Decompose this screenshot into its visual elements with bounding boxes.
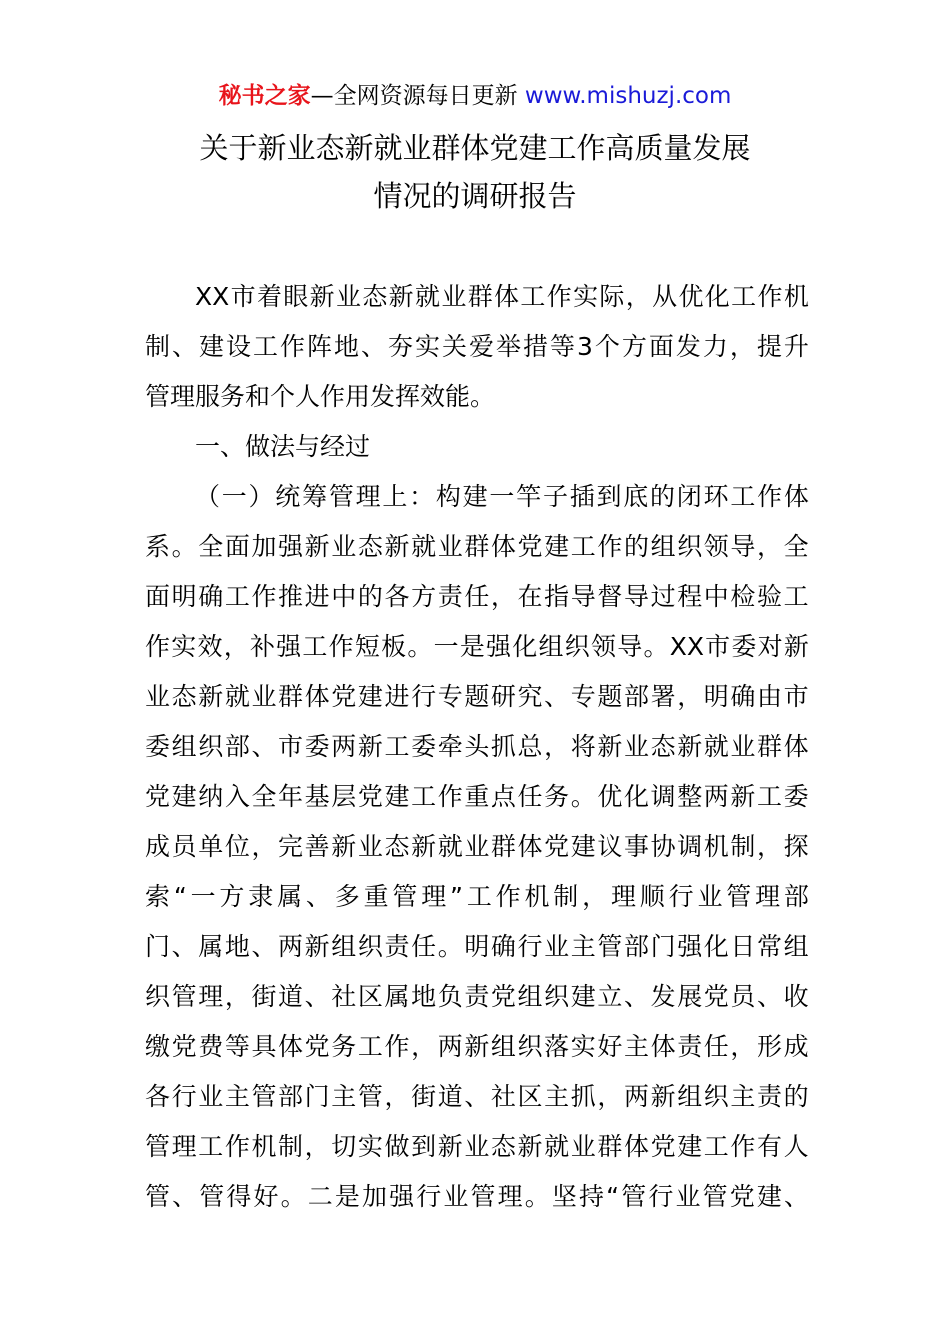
- body-line: 作 实 效 ， 补 强 工 作 短 板 。 一 是 强 化 组 织 领 导 。 XX 市 委 对 新: [145, 632, 809, 661]
- site-header: [0, 80, 950, 112]
- body-line: 织 管 理 ， 街 道 、 社 区 属 地 负 责 党 组 织 建 立 、 发 展 党 员 、 收: [145, 982, 809, 1011]
- body-line: 各 行 业 主 管 部 门 主 管 ， 街 道 、 社 区 主 抓 ， 两 新 组 织 主 责 的: [145, 1082, 809, 1111]
- body-line: 缴 党 费 等 具 体 党 务 工 作 ， 两 新 组 织 落 实 好 主 体 责 任 ， 形 成: [145, 1032, 809, 1061]
- body-line: 党 建 纳 入 全 年 基 层 党 建 工 作 重 点 任 务 。 优 化 调 整 两 新 工 委: [145, 782, 809, 811]
- document-title-line-2: 情况的调研报告: [373, 179, 577, 213]
- document-title-line-1: 关于新业态新就业群体党建工作高质量发展: [199, 131, 751, 165]
- body-line: 管理服务和个人作用发挥效能。: [145, 382, 496, 411]
- body-line: 门 、 属 地 、 两 新 组 织 责 任 。 明 确 行 业 主 管 部 门 强 化 日 常 组: [145, 932, 809, 961]
- brand-name: 秘书之家: [218, 83, 311, 109]
- site-url[interactable]: www.mishuzj.com: [524, 83, 732, 109]
- body-line: 管 、 管 得 好 。 二 是 加 强 行 业 管 理 。 坚 持 “ 管 行 业 管 党 建 、: [145, 1182, 809, 1211]
- body-line: 制 、 建 设 工 作 阵 地 、 夯 实 关 爱 举 措 等 3 个 方 面 发 力 ， 提 升: [145, 332, 809, 361]
- body-line: XX 市 着 眼 新 业 态 新 就 业 群 体 工 作 实 际 ， 从 优 化 工 作 机: [195, 282, 809, 311]
- body-line: （ 一 ） 统 筹 管 理 上 ： 构 建 一 竿 子 插 到 底 的 闭 环 工 作 体: [195, 482, 809, 511]
- body-line: 索 “ 一 方 隶 属 、 多 重 管 理 ” 工 作 机 制 ， 理 顺 行 业 管 理 部: [145, 882, 809, 911]
- body-line: 系 。 全 面 加 强 新 业 态 新 就 业 群 体 党 建 工 作 的 组 织 领 导 ， 全: [145, 532, 809, 561]
- body-line: 委 组 织 部 、 市 委 两 新 工 委 牵 头 抓 总 ， 将 新 业 态 新 就 业 群 体: [145, 732, 809, 761]
- body-line: 管 理 工 作 机 制 ， 切 实 做 到 新 业 态 新 就 业 群 体 党 建 工 作 有 人: [145, 1132, 809, 1161]
- body-line: 成 员 单 位 ， 完 善 新 业 态 新 就 业 群 体 党 建 议 事 协 调 机 制 ， 探: [145, 832, 809, 861]
- section-heading: 一、做法与经过: [195, 432, 371, 461]
- body-line: 面 明 确 工 作 推 进 中 的 各 方 责 任 ， 在 指 导 督 导 过 程 中 检 验 工: [145, 582, 809, 611]
- site-slogan: —全网资源每日更新: [310, 83, 518, 109]
- body-line: 业 态 新 就 业 群 体 党 建 进 行 专 题 研 究 、 专 题 部 署 ， 明 确 由 市: [145, 682, 809, 711]
